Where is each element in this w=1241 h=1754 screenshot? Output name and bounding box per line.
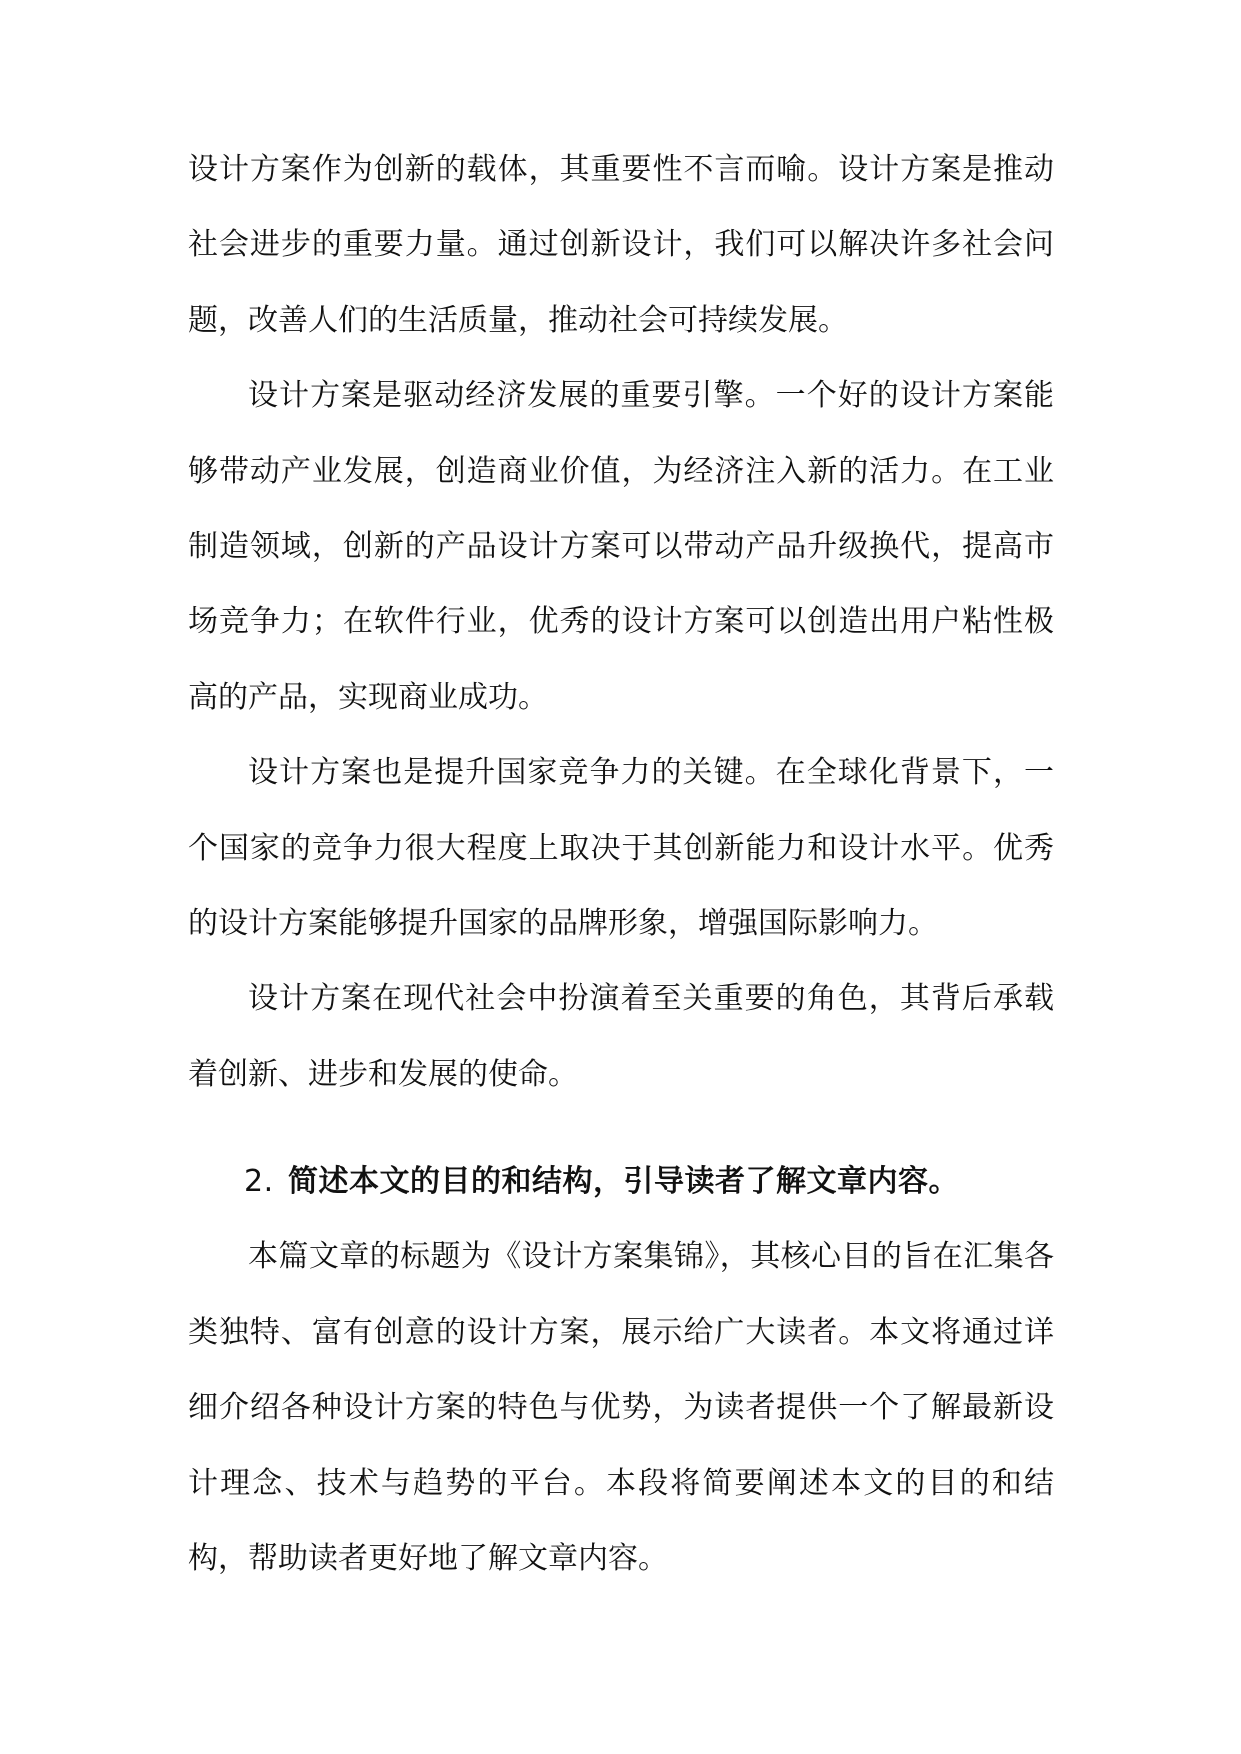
paragraph-economy: 设计方案是驱动经济发展的重要引擎。一个好的设计方案能够带动产业发展，创造商业价值，为经济注入新的活力。在工业制造领域，创新的产品设计方案可以带动产品升级换代，提高市场竞争力；在软件行业，优秀的设计方案可以创造出用户粘性极高的产品，实现商业成功。 [188, 378, 1054, 715]
document-body [188, 132, 1054, 1596]
section-heading [188, 1144, 1054, 1219]
paragraph-purpose: 本篇文章的标题为《设计方案集锦》，其核心目的旨在汇集各类独特、富有创意的设计方案，展示给广大读者。本文将通过详细介绍各种设计方案的特色与优势，为读者提供一个了解最新设计理念、技术与趋势的平台。本段将简要阐述本文的目的和结构，帮助读者更好地了解文章内容。 [188, 1239, 1054, 1576]
section-heading-text: 简述本文的目的和结构，引导读者了解文章内容。 [288, 1164, 959, 1200]
paragraph-continuation: 设计方案作为创新的载体，其重要性不言而喻。设计方案是推动社会进步的重要力量。通过创新设计，我们可以解决许多社会问题，改善人们的生活质量，推动社会可持续发展。 [188, 152, 1054, 338]
paragraph-competitiveness: 设计方案也是提升国家竞争力的关键。在全球化背景下，一个国家的竞争力很大程度上取决于其创新能力和设计水平。优秀的设计方案能够提升国家的品牌形象，增强国际影响力。 [188, 755, 1054, 942]
paragraph-summary: 设计方案在现代社会中扮演着至关重要的角色，其背后承载着创新、进步和发展的使命。 [188, 981, 1054, 1092]
section-number: 2. [244, 1164, 274, 1200]
